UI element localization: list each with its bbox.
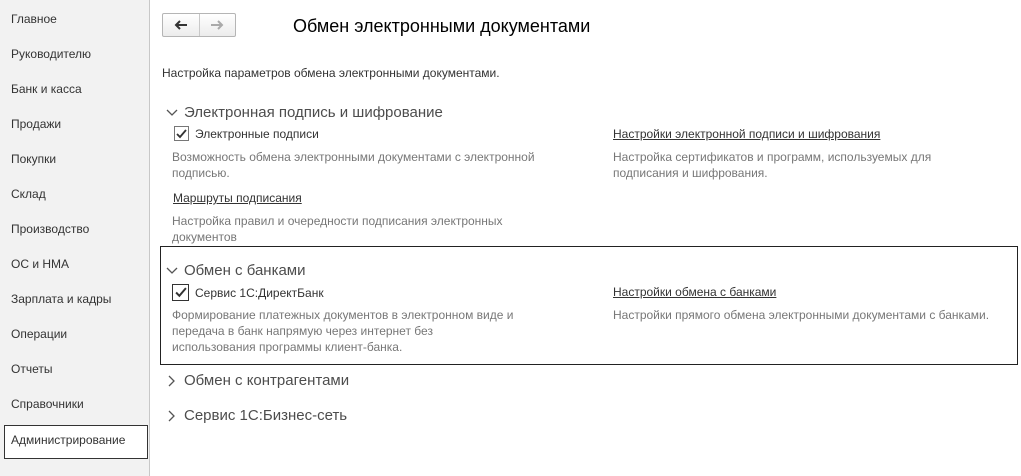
- history-nav: [162, 13, 236, 37]
- chevron-down-icon: [166, 107, 178, 119]
- page-description: Настройка параметров обмена электронными документами.: [162, 66, 500, 80]
- directbank-checkbox-row: [172, 284, 324, 301]
- electronic-signatures-description: Возможность обмена электронными документами с электронной подписью.: [172, 150, 535, 180]
- checkmark-icon: [176, 129, 187, 139]
- bank-exchange-settings-link[interactable]: Настройки обмена с банками: [613, 285, 777, 299]
- section-banks-header[interactable]: [166, 262, 306, 279]
- signature-checkbox-row: [174, 126, 319, 141]
- forward-button[interactable]: [199, 14, 236, 36]
- chevron-right-icon: [166, 410, 178, 422]
- directbank-label: Сервис 1С:ДиректБанк: [195, 285, 324, 300]
- sidebar-item-sales[interactable]: Продажи: [11, 117, 62, 131]
- chevron-right-icon: [166, 375, 178, 387]
- arrow-right-icon: [210, 20, 224, 30]
- section-business-network-title: Сервис 1С:Бизнес-сеть: [184, 407, 348, 424]
- electronic-signatures-label: Электронные подписи: [195, 126, 319, 141]
- signing-routes-description: Настройка правил и очередности подписания электронных документов: [172, 214, 503, 244]
- chevron-down-icon: [166, 265, 178, 277]
- sidebar-item-main[interactable]: Главное: [11, 12, 57, 26]
- arrow-left-icon: [174, 20, 188, 30]
- section-signature-header[interactable]: [166, 104, 443, 121]
- page-title: Обмен электронными документами: [293, 16, 591, 36]
- section-banks-title: Обмен с банками: [184, 262, 306, 279]
- directbank-checkbox[interactable]: [172, 284, 189, 301]
- sidebar-item-operations[interactable]: Операции: [11, 327, 68, 341]
- sidebar-item-reports[interactable]: Отчеты: [11, 362, 53, 376]
- sidebar-item-purchases[interactable]: Покупки: [11, 152, 57, 166]
- sidebar-item-fixed-assets[interactable]: ОС и НМА: [11, 257, 70, 271]
- sidebar-item-manager[interactable]: Руководителю: [11, 47, 92, 61]
- section-counterparties-header[interactable]: [166, 372, 349, 389]
- sidebar-item-production[interactable]: Производство: [11, 222, 90, 236]
- sidebar-item-administration[interactable]: Администрирование: [4, 425, 148, 459]
- signing-routes-link[interactable]: Маршруты подписания: [173, 191, 302, 205]
- sidebar-item-catalogs[interactable]: Справочники: [11, 397, 84, 411]
- sidebar-item-bank-cash[interactable]: Банк и касса: [11, 82, 82, 96]
- section-business-network-header[interactable]: [166, 407, 347, 424]
- section-signature-title: Электронная подпись и шифрование: [184, 104, 443, 121]
- checkmark-icon: [175, 287, 187, 298]
- directbank-description: Формирование платежных документов в электронном виде и передача в банк напрямую через интернет без использования программы клиент-банка.: [172, 308, 514, 354]
- signature-settings-description: Настройка сертификатов и программ, используемых для подписания и шифрования.: [613, 150, 932, 180]
- section-counterparties-title: Обмен с контрагентами: [184, 372, 350, 389]
- sidebar-item-warehouse[interactable]: Склад: [11, 187, 46, 201]
- electronic-signatures-checkbox[interactable]: [174, 126, 189, 141]
- back-button[interactable]: [163, 14, 199, 36]
- sidebar: [0, 0, 150, 476]
- sidebar-item-payroll[interactable]: Зарплата и кадры: [11, 292, 112, 306]
- main-content: [150, 0, 1021, 476]
- bank-exchange-settings-description: Настройки прямого обмена электронными документами с банками.: [613, 308, 990, 322]
- signature-settings-link[interactable]: Настройки электронной подписи и шифрования: [613, 127, 881, 141]
